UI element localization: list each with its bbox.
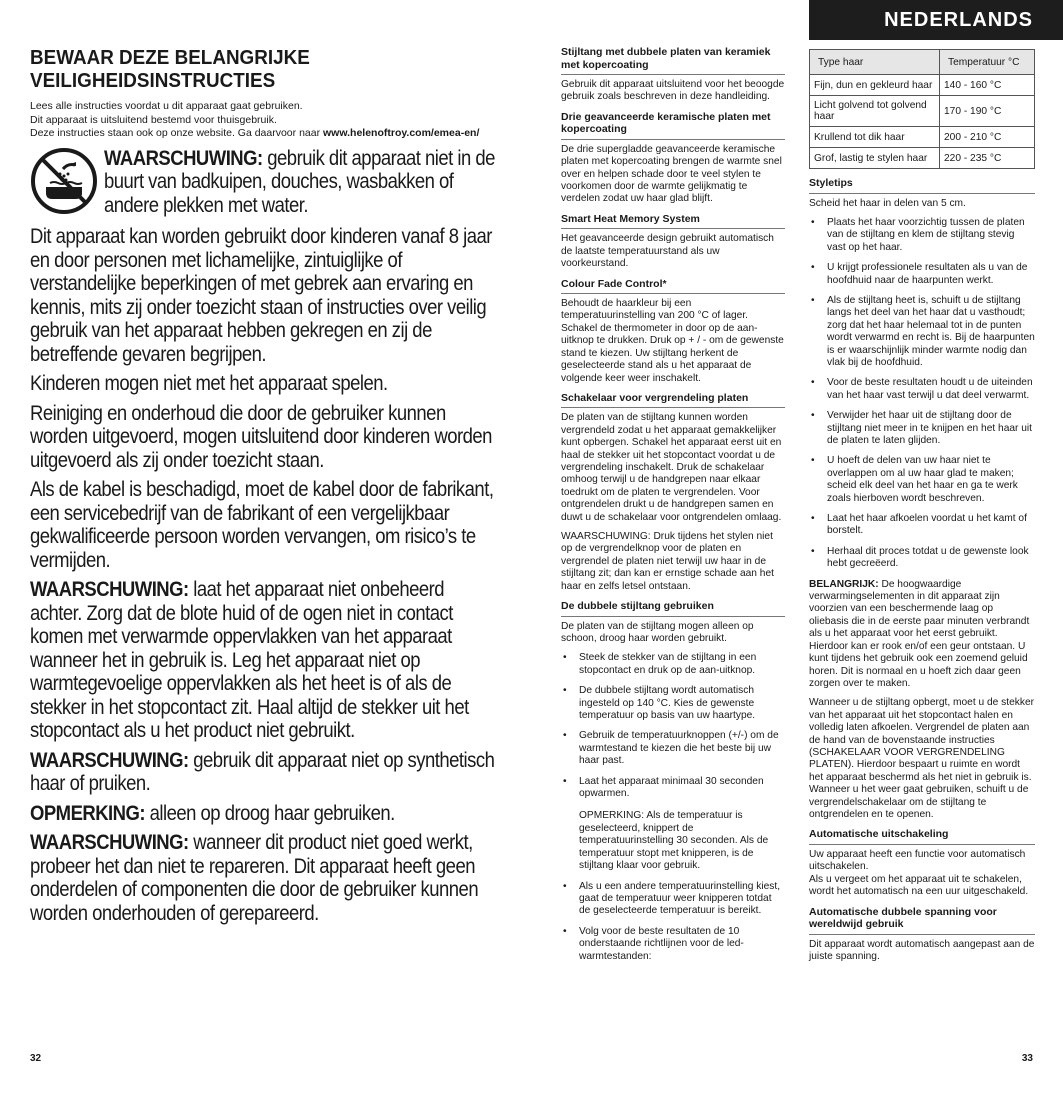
table-header-row — [810, 50, 1035, 75]
temperature-table — [809, 49, 1035, 169]
safety-column — [30, 46, 500, 931]
list-item: • Als u een andere temperatuurinstelling kiest, gaat de temperatuur weer knipperen totdat de geselecteerde temperatuur is bereikt. — [561, 881, 785, 918]
list-item: • Gebruik de temperatuurknoppen (+/-) om de warmtestand te kiezen die het beste bij uw haar past. — [561, 730, 785, 767]
section-body: Behoudt de haarkleur bij een temperatuurinstelling van 200 °C of lager. Schakel de thermometer in door op de aan-uitknop te drukken. Druk op + / - om de gewenste stand te kiezen. Uw stijltang herkent de geselecteerde stand als u het apparaat de volgende keer weer inschakelt. — [561, 298, 784, 384]
section-auto-off — [809, 828, 1035, 898]
repair-warning — [30, 831, 499, 925]
section-body: De platen van de stijltang kunnen worden vergrendeld zodat u het apparaat gemakkelijker kunt opbergen. Schakel het apparaat eerst uit en haal de stekker uit het stopcontact voordat u de vergrendeling inschakelt. Druk de schakelaar omhoog terwijl u de handgrepen naar elkaar toedrukt om de platen te vergrendelen. Voor ontgrendelen drukt u de handgrepen samen en duwt u de schakelaar voor ontgrendelen omlaag. — [561, 412, 782, 523]
section-styling-tips — [809, 177, 1035, 821]
section-heading: Colour Fade Control* — [561, 278, 785, 295]
list-item: • Laat het haar afkoelen voordat u het kamt of borstelt. — [809, 513, 1035, 538]
table-row — [810, 75, 1035, 96]
section-heading: Automatische dubbele spanning voor wereldwijd gebruik — [809, 906, 1035, 935]
website-link[interactable]: www.helenoftroy.com/emea-en/ — [323, 127, 480, 139]
section-body: Het geavanceerde design gebruikt automatisch de laatste temperatuurstand als uw voorkeurstand. — [561, 233, 774, 270]
temperature-cell: 220 - 235 °C — [940, 148, 1035, 169]
list-item: • U hoeft de delen van uw haar niet te overlappen om al uw haar glad te maken; scheid elk deel van het haar en ga te werk zoals hierboven wordt beschreven. — [809, 455, 1035, 505]
section-body: Uw apparaat heeft een functie voor automatisch uitschakelen. — [809, 848, 1026, 873]
list-item — [561, 776, 785, 873]
intro-line-3 — [30, 127, 500, 141]
warning-text: gebruik dit apparaat niet op synthetisch haar of pruiken. — [30, 747, 495, 795]
temperature-cell: 170 - 190 °C — [940, 96, 1035, 127]
intro-line-1: Lees alle instructies voordat u dit apparaat gaat gebruiken. — [30, 100, 303, 112]
temperature-cell: 200 - 210 °C — [940, 127, 1035, 148]
water-warning — [30, 147, 500, 218]
warning-text: laat het apparaat niet onbeheerd achter. Zorg dat de blote huid of de ogen niet in contact komen met verwarmde oppervlakken van het apparaat wanneer het in gebruik is. Leg het apparaat niet op warmtegevoelige oppervlakken als het heet is of als de stekker in het stopcontact zit. Haal altijd de stekker uit het stopcontact als u het product niet gebruikt. — [30, 577, 469, 742]
tips-list — [809, 217, 1035, 571]
warning-label: WAARSCHUWING: — [30, 830, 189, 854]
hair-type-cell: Licht golvend tot golvend haar — [810, 96, 940, 127]
no-water-icon — [30, 147, 98, 215]
page-title: BEWAAR DEZE BELANGRIJKE VEILIGHEIDSINSTRUCTIES — [30, 46, 310, 92]
section-dual-voltage — [809, 906, 1035, 964]
table-row — [810, 127, 1035, 148]
section-colour-fade — [561, 278, 785, 385]
temperature-cell: 140 - 160 °C — [940, 75, 1035, 96]
table-row — [810, 96, 1035, 127]
section-heading: Smart Heat Memory System — [561, 213, 785, 230]
warning-text: wanneer dit product niet goed werkt, probeer het dan niet te repareren. Dit apparaat heeft geen onderdelen of componenten die door de gebruiker kunnen worden onderhouden of gerepareerd. — [30, 830, 479, 925]
section-heading: De dubbele stijltang gebruiken — [561, 600, 785, 617]
warning-text: gebruik dit apparaat niet in de buurt van badkuipen, douches, wasbakken of andere plekken met water. — [104, 146, 495, 217]
page-number-right: 33 — [1021, 1053, 1033, 1064]
warning-label: WAARSCHUWING: — [30, 747, 189, 772]
intro-line-2: Dit apparaat is uitsluitend bestemd voor thuisgebruik. — [30, 113, 277, 126]
cable-paragraph: Als de kabel is beschadigd, moet de kabel door de fabrikant, een servicebedrijf van de fabrikant of een vergelijkbaar gekwalificeerde persoon worden vervangen, om risico’s te vermijden. — [30, 477, 494, 572]
hair-type-cell: Grof, lastig te stylen haar — [810, 148, 940, 169]
language-header: NEDERLANDS — [809, 0, 1063, 40]
unattended-warning — [30, 578, 499, 743]
intro-text — [30, 100, 500, 141]
warning-label: WAARSCHUWING: — [104, 146, 263, 170]
note-text: alleen op droog haar gebruiken. — [145, 800, 395, 825]
section-heading: Stijltang met dubbele platen van keramiek met kopercoating — [561, 46, 785, 75]
section-heading: Automatische uitschakeling — [809, 828, 1035, 845]
list-item: • U krijgt professionele resultaten als u van de hoofdhuid naar de haarpunten werkt. — [809, 262, 1035, 287]
section-using-straightener — [561, 600, 785, 963]
children-paragraph: Dit apparaat kan worden gebruikt door kinderen vanaf 8 jaar en door personen met lichamelijke, zintuiglijke of verstandelijke beperkingen of met gebrek aan ervaring en kennis, mits zij onder toezicht staan of instructies over veilig gebruik van het apparaat hebben gekregen en zij de betreffende gevaren begrijpen. — [30, 224, 492, 366]
section-heading: Drie geavanceerde keramische platen met kopercoating — [561, 111, 785, 140]
temperature-note: OPMERKING: Als de temperatuur is geselecteerd, knippert de temperatuurinstelling 30 seconden. Als de temperatuur stopt met knipperen, is de stijltang klaar voor gebruik. — [579, 810, 769, 872]
section-advanced-plates — [561, 111, 785, 206]
important-paragraph — [809, 579, 1035, 691]
section-heading: Styletips — [809, 177, 1035, 194]
list-item: • Verwijder het haar uit de stijltang door de stijltang niet meer in te knijpen en het haar uit de platen te laten glijden. — [809, 410, 1035, 447]
section-body: Gebruik dit apparaat uitsluitend voor het beoogde gebruik zoals beschreven in deze handleiding. — [561, 79, 785, 103]
list-item: • Voor de beste resultaten houdt u de uiteinden van het haar vast terwijl u dat deel verwarmt. — [809, 377, 1035, 402]
section-heading: Schakelaar voor vergrendeling platen — [561, 392, 785, 409]
safety-paragraphs — [30, 225, 500, 925]
page-number-left: 32 — [30, 1053, 42, 1064]
column-header: Temperatuur °C — [940, 50, 1035, 75]
note-label: OPMERKING: — [30, 800, 146, 825]
list-item: • Volg voor de beste resultaten de 10 onderstaande richtlijnen voor de led-warmtestanden: — [561, 926, 785, 963]
section-body: De platen van de stijltang mogen alleen op schoon, droog haar worden gebruikt. — [561, 620, 754, 644]
children-play-paragraph: Kinderen mogen niet met het apparaat spelen. — [30, 371, 388, 395]
lock-warning: WAARSCHUWING: Druk tijdens het stylen niet op de vergrendelknop voor de platen en vergrendel de platen niet terwijl uw haar in de stijltang zit; dan kan er ernstige schade aan het haar en zelfs letsel ontstaan. — [561, 531, 774, 592]
cleaning-paragraph: Reiniging en onderhoud die door de gebruiker kunnen worden uitgevoerd, mogen uitsluitend door kinderen worden uitgevoerd als zij onder toezicht staan. — [30, 400, 492, 472]
section-body: Scheid het haar in delen van 5 cm. — [809, 197, 966, 209]
section-body: Als u vergeet om het apparaat uit te schakelen, wordt het automatisch na een uur uitgeschakeld. — [809, 873, 1029, 898]
tips-column — [809, 49, 1035, 970]
list-item: • De dubbele stijltang wordt automatisch ingesteld op 140 °C. Kies de gewenste temperatuur op basis van uw haartype. — [561, 685, 785, 722]
usage-steps — [561, 652, 785, 963]
features-column — [561, 46, 785, 971]
section-body: De drie supergladde geavanceerde keramische platen met kopercoating brengen de warmte snel over en helpen schade door te veel stylen te voorkomen door de warmte gelijkmatig te verdelen zodat uw haar glad blijft. — [561, 143, 782, 205]
section-heat-memory — [561, 213, 785, 271]
storage-paragraph: Wanneer u de stijltang opbergt, moet u de stekker van het apparaat uit het stopcontact halen en volledig laten afkoelen. Vergrendel de platen aan de hand van de bovenstaande instructies (SCHAKELAAR VOOR VERGRENDELING PLATEN). Hierdoor bespaart u ruimte en wordt het apparaat beschermd als het niet in gebruik is. Wanneer u het weer gaat gebruiken, schuift u de vergrendelschakelaar om de stijltang te ontgrendelen en te openen. — [809, 697, 1035, 820]
list-item-text: Laat het apparaat minimaal 30 seconden opwarmen. — [579, 775, 764, 800]
important-label: BELANGRIJK: — [809, 578, 879, 590]
column-header: Type haar — [810, 50, 940, 75]
important-text: De hoogwaardige verwarmingselementen in dit apparaat zijn voorzien van een beschermende laag op oliebasis die in de eerste paar minuten verbrandt als u het apparaat voor het eerst gebruikt. Hierdoor kan er rook en/of een geur ontstaan. U kunt tijdens het gebruik ook een zoemend geluid horen. Dit is normaal en u hoeft zich daar geen zorgen over te maken. — [809, 578, 1030, 689]
list-item: • Plaats het haar voorzichtig tussen de platen van de stijltang en klem de stijltang stevig vast op het haar. — [809, 217, 1035, 254]
list-item: • Als de stijltang heet is, schuift u de stijltang langs het deel van het haar dat u vasthoudt; zorg dat het haar helemaal tot in de punten wordt verwarmd en recht is. Bij de haarpunten is er waarschijnlijk minder warmte nodig dan vlak bij de hoofdhuid. — [809, 295, 1035, 369]
list-item: • Steek de stekker van de stijltang in een stopcontact en druk op de aan-uitknop. — [561, 652, 785, 677]
table-row — [810, 148, 1035, 169]
section-plate-lock — [561, 392, 785, 593]
list-item: • Herhaal dit proces totdat u de gewenste look hebt gecreëerd. — [809, 546, 1035, 571]
hair-type-cell: Krullend tot dik haar — [810, 127, 940, 148]
hair-type-cell: Fijn, dun en gekleurd haar — [810, 75, 940, 96]
synthetic-hair-warning — [30, 749, 499, 796]
warning-label: WAARSCHUWING: — [30, 577, 189, 601]
dry-hair-note — [30, 802, 499, 826]
intro-website-text: Deze instructies staan ook op onze website. Ga daarvoor naar — [30, 127, 323, 139]
section-ceramic-plates — [561, 46, 785, 104]
section-body: Dit apparaat wordt automatisch aangepast aan de juiste spanning. — [809, 938, 1035, 962]
